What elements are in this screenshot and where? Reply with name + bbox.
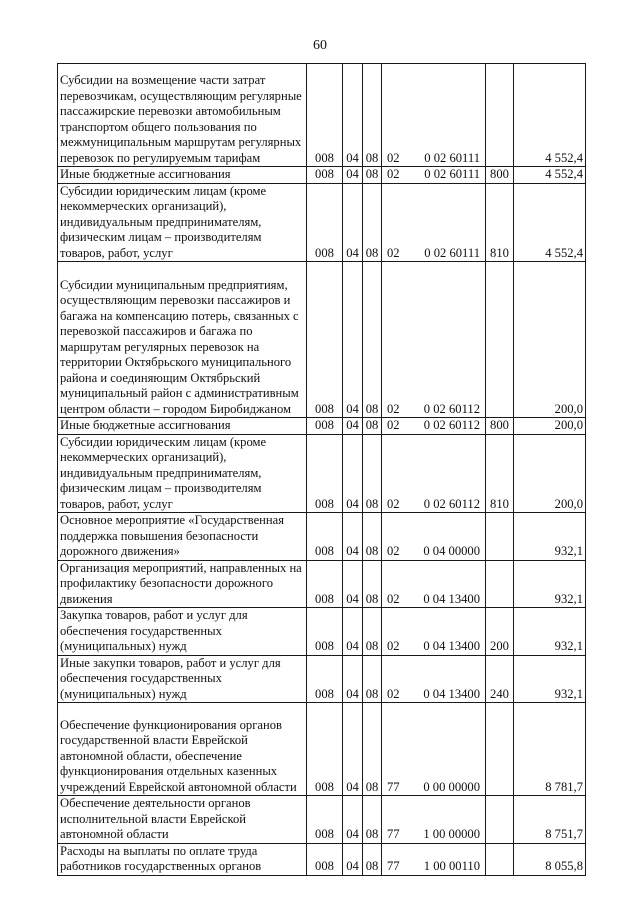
budget-table	[57, 63, 586, 876]
amount-cell: 200,0	[514, 418, 586, 435]
expense-name-cell: Субсидии юридическим лицам (кроме некоммерческих организаций), индивидуальным предпринимателям, физическим лицам – производителям товаров, работ, услуг	[58, 183, 307, 262]
program-code: 02	[387, 418, 400, 432]
section-code-cell: 04	[343, 796, 363, 844]
program-code: 02	[387, 591, 400, 606]
target-article-cell	[382, 64, 486, 167]
section-code-cell: 04	[343, 262, 363, 418]
target-article-cell	[382, 262, 486, 418]
expense-name-cell: Субсидии юридическим лицам (кроме некоммерческих организаций), индивидуальным предпринимателям, физическим лицам – производителям товаров, работ, услуг	[58, 434, 307, 513]
expense-name-cell: Иные бюджетные ассигнования	[58, 167, 307, 184]
target-article-cell	[382, 183, 486, 262]
expense-type-cell	[486, 262, 514, 418]
grbs-code-cell: 008	[307, 655, 343, 703]
program-code: 02	[387, 686, 400, 701]
program-code: 77	[387, 859, 400, 873]
table-row	[58, 262, 586, 418]
table-row	[58, 513, 586, 561]
target-article-cell	[382, 843, 486, 875]
target-article-code	[384, 592, 483, 608]
table-row	[58, 843, 586, 875]
table-row	[58, 64, 586, 167]
page-number: 60	[313, 38, 327, 53]
amount-cell: 8 055,8	[514, 843, 586, 875]
amount-cell: 932,1	[514, 655, 586, 703]
amount-cell: 932,1	[514, 513, 586, 561]
table-row	[58, 167, 586, 184]
table-row	[58, 703, 586, 796]
amount-cell: 8 751,7	[514, 796, 586, 844]
expense-name-cell: Организация мероприятий, направленных на профилактику безопасности дорожного движения	[58, 560, 307, 608]
subsection-code-cell: 08	[363, 262, 382, 418]
direction-code: 1 00 00110	[423, 859, 480, 873]
section-code-cell: 04	[343, 434, 363, 513]
expense-name-cell: Иные бюджетные ассигнования	[58, 418, 307, 435]
target-article-code	[384, 402, 483, 418]
subsection-code-cell: 08	[363, 703, 382, 796]
target-article-code	[384, 827, 483, 843]
table-row	[58, 418, 586, 435]
direction-code: 0 02 60111	[424, 245, 480, 260]
target-article-cell	[382, 418, 486, 435]
subsection-code-cell: 08	[363, 183, 382, 262]
subsection-code-cell: 08	[363, 608, 382, 656]
program-code: 77	[387, 827, 400, 841]
direction-code: 0 02 60112	[423, 418, 480, 432]
direction-code: 0 02 60111	[424, 150, 480, 165]
subsection-code-cell: 08	[363, 843, 382, 875]
target-article-code	[384, 780, 483, 796]
table-row	[58, 608, 586, 656]
program-code: 02	[387, 639, 400, 653]
expense-type-cell: 800	[486, 418, 514, 435]
expense-name-cell: Субсидии муниципальным предприятиям, осуществляющим перевозки пассажиров и багажа на компенсацию потерь, связанных с перевозкой пассажиров и багажа по маршрутам регулярных перевозок на территории Октябрьского муниципального района и соединяющим Октябрьский муниципальный район с административным центром области – городом Биробиджаном	[58, 262, 307, 418]
expense-name-cell: Обеспечение функционирования органов государственной власти Еврейской автономной области, обеспечение функционирования отдельных казенных учреждений Еврейской автономной области	[58, 703, 307, 796]
subsection-code-cell: 08	[363, 513, 382, 561]
target-article-cell	[382, 513, 486, 561]
amount-cell: 8 781,7	[514, 703, 586, 796]
program-code: 02	[387, 496, 400, 511]
section-code-cell: 04	[343, 843, 363, 875]
section-code-cell: 04	[343, 560, 363, 608]
subsection-code-cell: 08	[363, 655, 382, 703]
expense-type-cell: 200	[486, 608, 514, 656]
expense-type-cell: 810	[486, 183, 514, 262]
amount-cell: 932,1	[514, 560, 586, 608]
expense-name-cell: Закупка товаров, работ и услуг для обеспечения государственных (муниципальных) нужд	[58, 608, 307, 656]
direction-code: 0 04 13400	[423, 686, 480, 701]
target-article-code	[384, 151, 483, 167]
expense-name-cell: Субсидии на возмещение части затрат перевозчикам, осуществляющим регулярные пассажирские перевозки автомобильным транспортом общего пользования по межмуниципальным маршрутам регулярных перевозок по регулируемым тарифам	[58, 64, 307, 167]
expense-type-cell	[486, 560, 514, 608]
expense-type-cell	[486, 703, 514, 796]
grbs-code-cell: 008	[307, 64, 343, 167]
grbs-code-cell: 008	[307, 843, 343, 875]
direction-code: 0 02 60112	[423, 496, 480, 511]
expense-type-cell	[486, 513, 514, 561]
target-article-cell	[382, 655, 486, 703]
direction-code: 0 04 13400	[423, 639, 480, 653]
amount-cell: 200,0	[514, 434, 586, 513]
expense-type-cell	[486, 796, 514, 844]
program-code: 02	[387, 150, 400, 165]
grbs-code-cell: 008	[307, 167, 343, 184]
section-code-cell: 04	[343, 608, 363, 656]
section-code-cell: 04	[343, 655, 363, 703]
target-article-code	[384, 497, 483, 513]
target-article-code	[384, 246, 483, 262]
direction-code: 0 04 13400	[423, 591, 480, 606]
subsection-code-cell: 08	[363, 796, 382, 844]
amount-cell: 4 552,4	[514, 64, 586, 167]
grbs-code-cell: 008	[307, 513, 343, 561]
section-code-cell: 04	[343, 167, 363, 184]
table-row	[58, 560, 586, 608]
target-article-cell	[382, 703, 486, 796]
target-article-code	[384, 859, 483, 875]
subsection-code-cell: 08	[363, 167, 382, 184]
expense-type-cell: 810	[486, 434, 514, 513]
expense-name-cell: Основное мероприятие «Государственная поддержка повышения безопасности дорожного движения»	[58, 513, 307, 561]
grbs-code-cell: 008	[307, 560, 343, 608]
section-code-cell: 04	[343, 513, 363, 561]
target-article-code	[384, 544, 483, 560]
direction-code: 0 02 60111	[424, 167, 480, 181]
table-row	[58, 183, 586, 262]
expense-type-cell	[486, 64, 514, 167]
grbs-code-cell: 008	[307, 434, 343, 513]
grbs-code-cell: 008	[307, 703, 343, 796]
direction-code: 0 02 60112	[423, 401, 480, 416]
table-row	[58, 434, 586, 513]
subsection-code-cell: 08	[363, 434, 382, 513]
section-code-cell: 04	[343, 418, 363, 435]
expense-name-cell: Расходы на выплаты по оплате труда работников государственных органов	[58, 843, 307, 875]
section-code-cell: 04	[343, 64, 363, 167]
target-article-code	[384, 687, 483, 703]
program-code: 02	[387, 544, 400, 558]
subsection-code-cell: 08	[363, 64, 382, 167]
amount-cell: 932,1	[514, 608, 586, 656]
program-code: 02	[387, 245, 400, 260]
direction-code: 0 04 00000	[423, 544, 480, 558]
target-article-code	[384, 418, 483, 434]
target-article-cell	[382, 560, 486, 608]
table-row	[58, 655, 586, 703]
expense-name-cell: Обеспечение деятельности органов исполнительной власти Еврейской автономной области	[58, 796, 307, 844]
grbs-code-cell: 008	[307, 262, 343, 418]
program-code: 02	[387, 401, 400, 416]
subsection-code-cell: 08	[363, 560, 382, 608]
amount-cell: 200,0	[514, 262, 586, 418]
direction-code: 0 00 00000	[423, 779, 480, 794]
target-article-cell	[382, 167, 486, 184]
program-code: 02	[387, 167, 400, 181]
table-row	[58, 796, 586, 844]
target-article-code	[384, 639, 483, 655]
grbs-code-cell: 008	[307, 796, 343, 844]
amount-cell: 4 552,4	[514, 167, 586, 184]
direction-code: 1 00 00000	[423, 827, 480, 841]
grbs-code-cell: 008	[307, 608, 343, 656]
program-code: 77	[387, 779, 400, 794]
expense-name-cell: Иные закупки товаров, работ и услуг для обеспечения государственных (муниципальных) нужд	[58, 655, 307, 703]
grbs-code-cell: 008	[307, 418, 343, 435]
expense-type-cell: 240	[486, 655, 514, 703]
section-code-cell: 04	[343, 703, 363, 796]
section-code-cell: 04	[343, 183, 363, 262]
target-article-cell	[382, 608, 486, 656]
expense-type-cell: 800	[486, 167, 514, 184]
target-article-code	[384, 167, 483, 183]
subsection-code-cell: 08	[363, 418, 382, 435]
target-article-cell	[382, 796, 486, 844]
amount-cell: 4 552,4	[514, 183, 586, 262]
target-article-cell	[382, 434, 486, 513]
expense-type-cell	[486, 843, 514, 875]
grbs-code-cell: 008	[307, 183, 343, 262]
